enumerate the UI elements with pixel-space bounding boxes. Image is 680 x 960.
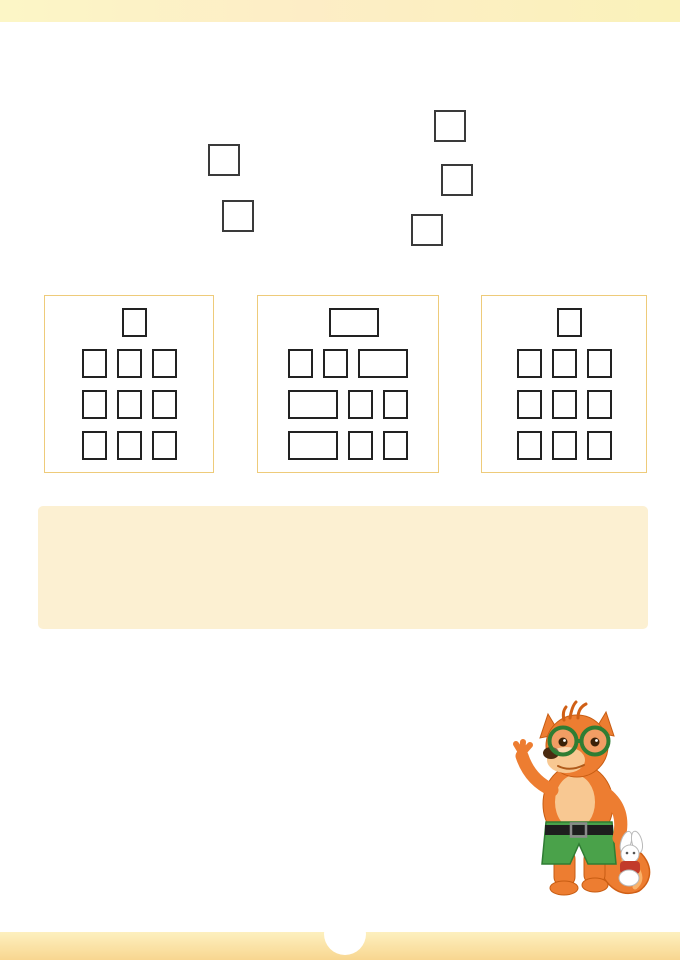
answer-box[interactable]: [222, 200, 254, 232]
top-decorative-band: [0, 0, 680, 34]
input-box[interactable]: [152, 349, 177, 378]
input-box[interactable]: [383, 431, 408, 460]
example-equation: [111, 308, 147, 337]
composition-equation-2: [212, 200, 254, 232]
answer-box[interactable]: [329, 308, 379, 337]
fireworks-strip: [30, 106, 650, 264]
input-box[interactable]: [587, 349, 612, 378]
example-panel-2: [257, 295, 439, 473]
input-box[interactable]: [517, 390, 542, 419]
answer-box[interactable]: [411, 214, 443, 246]
input-box[interactable]: [587, 390, 612, 419]
coloring-fireworks: [30, 688, 500, 923]
input-box[interactable]: [323, 349, 348, 378]
input-box[interactable]: [517, 431, 542, 460]
input-box[interactable]: [348, 390, 373, 419]
answer-box[interactable]: [122, 308, 147, 337]
fox-illustration: [498, 692, 663, 897]
example-equation: [318, 308, 379, 337]
composition-equation-5: [401, 214, 443, 246]
input-box[interactable]: [82, 431, 107, 460]
inverse-row-sub2: [82, 431, 177, 460]
input-box[interactable]: [552, 390, 577, 419]
composition-equation-4: [431, 164, 473, 196]
answer-box[interactable]: [441, 164, 473, 196]
answer-box[interactable]: [434, 110, 466, 142]
inverse-row-sub1: [82, 390, 177, 419]
composition-equation-1: [198, 144, 240, 176]
inverse-row-sub1: [517, 390, 612, 419]
input-box[interactable]: [348, 431, 373, 460]
input-box[interactable]: [288, 431, 338, 460]
input-box[interactable]: [82, 349, 107, 378]
input-box[interactable]: [587, 431, 612, 460]
input-box[interactable]: [517, 349, 542, 378]
bottom-decorative-band: [0, 918, 680, 960]
inverse-row-sub2: [517, 431, 612, 460]
inverse-row-add: [288, 349, 408, 378]
input-box[interactable]: [383, 390, 408, 419]
input-box[interactable]: [288, 349, 313, 378]
input-box[interactable]: [152, 390, 177, 419]
input-box[interactable]: [358, 349, 408, 378]
input-box[interactable]: [117, 349, 142, 378]
input-box[interactable]: [82, 390, 107, 419]
inverse-row-add: [517, 349, 612, 378]
input-box[interactable]: [152, 431, 177, 460]
fox-belt: [545, 825, 613, 835]
input-box[interactable]: [117, 431, 142, 460]
input-box[interactable]: [552, 349, 577, 378]
answer-box[interactable]: [557, 308, 582, 337]
inverse-row-add: [82, 349, 177, 378]
example-panel-3: [481, 295, 647, 473]
input-box[interactable]: [288, 390, 338, 419]
input-box[interactable]: [552, 431, 577, 460]
answer-box[interactable]: [208, 144, 240, 176]
example-equation: [546, 308, 582, 337]
composition-equation-3: [424, 110, 466, 142]
example-panel-1: [44, 295, 214, 473]
task-box: [38, 506, 648, 629]
inverse-row-sub2: [288, 431, 408, 460]
inverse-row-sub1: [288, 390, 408, 419]
input-box[interactable]: [117, 390, 142, 419]
